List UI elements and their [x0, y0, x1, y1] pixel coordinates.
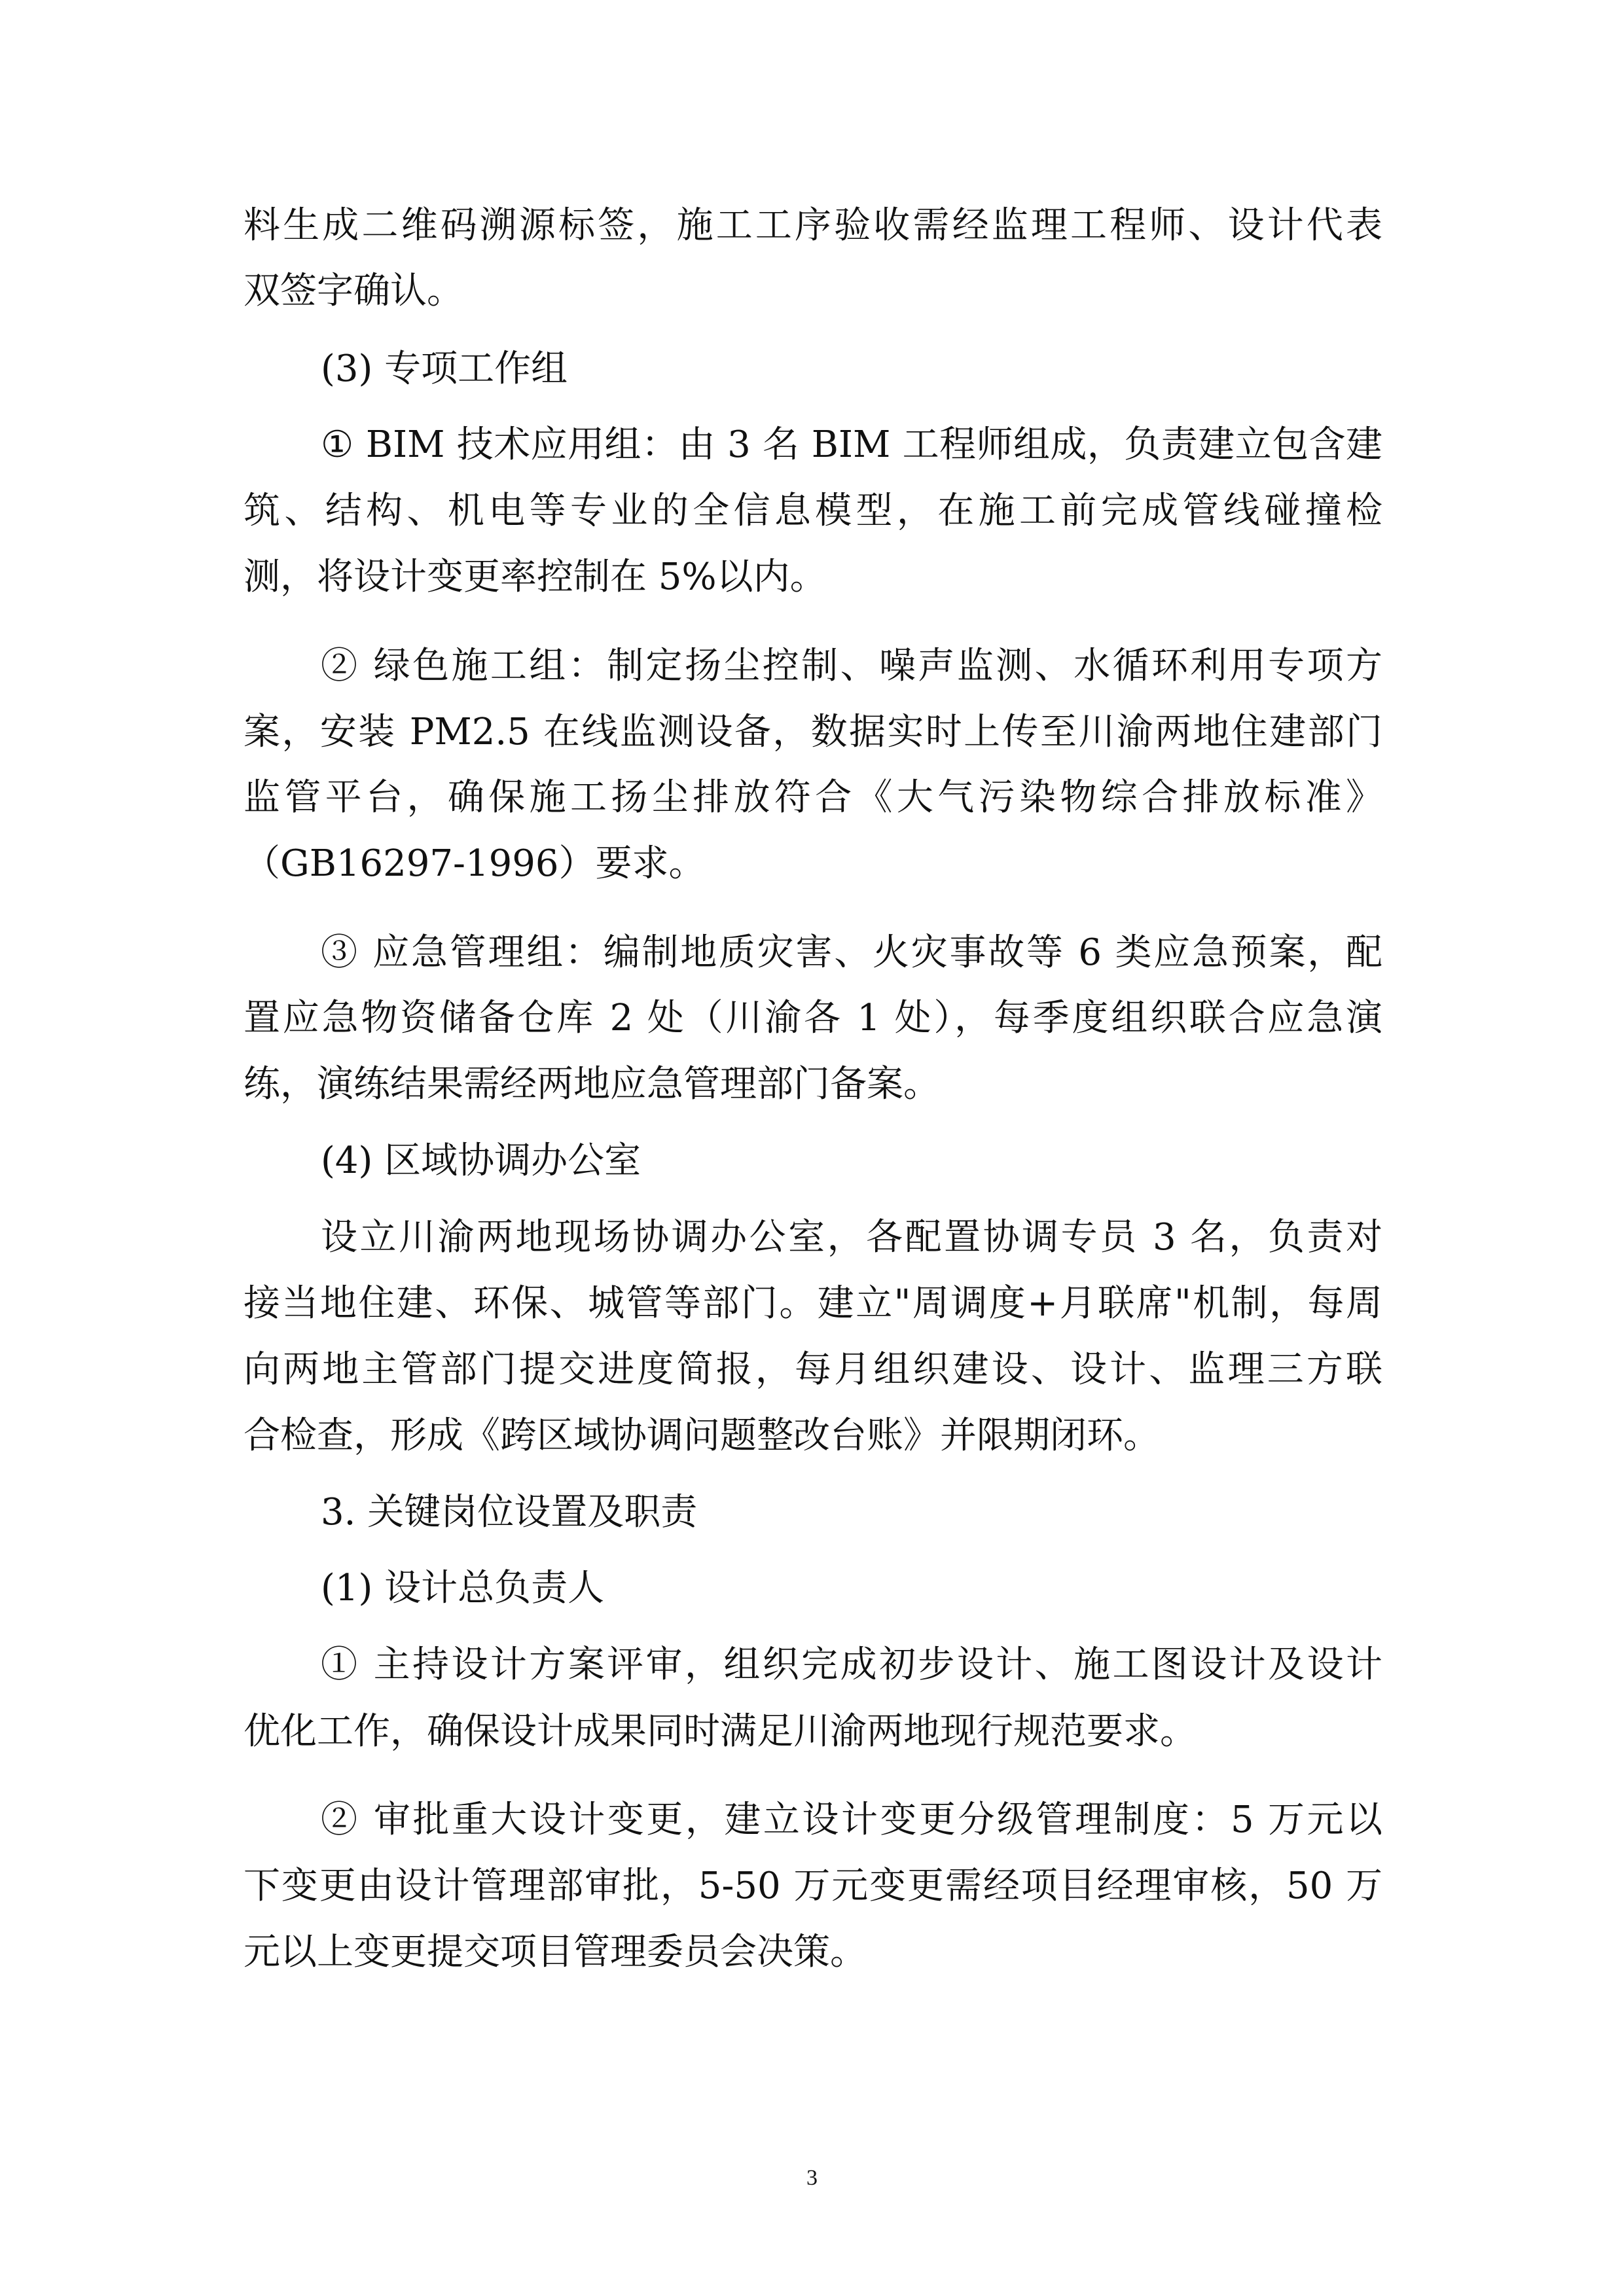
text-line: ② 审批重大设计变更，建立设计变更分级管理制度：5 万元以	[321, 1799, 1382, 1841]
text-line: 置应急物资储备仓库 2 处（川渝各 1 处），每季度组织联合应急演	[244, 997, 1382, 1039]
text-line: 接当地住建、环保、城管等部门。建立"周调度+月联席"机制，每周	[244, 1282, 1382, 1325]
section-heading: (4) 区域协调办公室	[321, 1139, 641, 1182]
text-line: 优化工作，确保设计成果同时满足川渝两地现行规范要求。	[244, 1710, 1197, 1753]
page-number: 3	[806, 2166, 818, 2190]
text-line: 案，安装 PM2.5 在线监测设备，数据实时上传至川渝两地住建部门	[244, 711, 1382, 753]
text-line: 练，演练结果需经两地应急管理部门备案。	[244, 1063, 940, 1105]
text-line: 双签字确认。	[244, 270, 463, 312]
text-line: ① BIM 技术应用组：由 3 名 BIM 工程师组成，负责建立包含建	[321, 423, 1382, 466]
text-line: 料生成二维码溯源标签，施工工序验收需经监理工程师、设计代表	[244, 204, 1382, 247]
text-line: ① 主持设计方案评审，组织完成初步设计、施工图设计及设计	[321, 1643, 1382, 1686]
text-line: ③ 应急管理组：编制地质灾害、火灾事故等 6 类应急预案，配	[321, 931, 1382, 974]
text-line: 设立川渝两地现场协调办公室，各配置协调专员 3 名，负责对	[321, 1216, 1382, 1259]
section-heading: (1) 设计总负责人	[321, 1567, 605, 1609]
text-line: 监管平台，确保施工扬尘排放符合《大气污染物综合排放标准》	[244, 776, 1382, 819]
text-line: 测，将设计变更率控制在 5%以内。	[244, 556, 827, 598]
text-line: 筑、结构、机电等专业的全信息模型，在施工前完成管线碰撞检	[244, 490, 1382, 532]
section-heading: (3) 专项工作组	[321, 348, 568, 390]
text-line: 元以上变更提交项目管理委员会决策。	[244, 1931, 867, 1973]
text-line: 向两地主管部门提交进度简报，每月组织建设、设计、监理三方联	[244, 1348, 1382, 1391]
section-heading: 3. 关键岗位设置及职责	[321, 1491, 698, 1534]
text-line: ② 绿色施工组：制定扬尘控制、噪声监测、水循环利用专项方	[321, 645, 1382, 687]
text-line: 合检查，形成《跨区域协调问题整改台账》并限期闭环。	[244, 1414, 1160, 1457]
text-line: （GB16297-1996）要求。	[244, 842, 706, 885]
text-line: 下变更由设计管理部审批，5-50 万元变更需经项目经理审核，50 万	[244, 1865, 1382, 1907]
